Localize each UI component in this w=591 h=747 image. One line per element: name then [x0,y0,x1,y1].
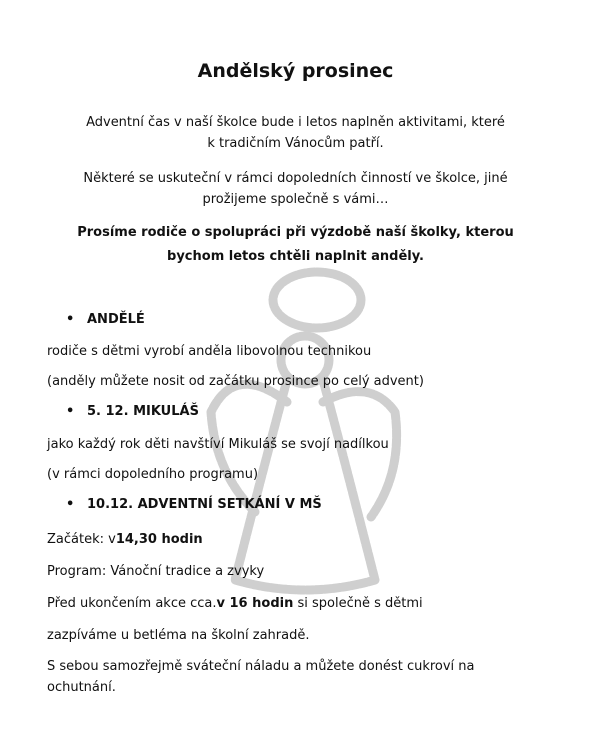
intro-line-4: prožijeme společně s vámi… [202,192,389,207]
meeting-start-time: 14,30 hodin [115,532,203,547]
meeting-before-prefix: Před ukončením akce cca. [47,596,217,611]
meeting-before-suffix: si společně s dětmi [293,596,423,611]
page-title: Andělský prosinec [197,60,394,82]
angels-line-2: (anděly můžete nosit od začátku prosince po celý advent) [47,374,424,389]
angels-line-1: rodiče s dětmi vyrobí anděla libovolnou technikou [47,344,372,359]
section-heading-meeting [66,497,322,512]
section-heading-text: 10.12. ADVENTNÍ SETKÁNÍ V MŠ [87,497,322,512]
section-heading-mikulas [66,404,199,419]
mikulas-line-2: (v rámci dopoledního programu) [47,467,259,482]
intro-line-3: Některé se uskuteční v rámci dopoledních činností ve školce, jiné [83,171,508,186]
section-heading-text: ANDĚLÉ [87,312,145,327]
meeting-start-label: Začátek: v [47,532,116,547]
intro-line-2: k tradičním Vánocům patří. [207,136,384,151]
meeting-before-end [47,594,423,613]
section-heading-angels [66,312,145,327]
meeting-closing: S sebou samozřejmě sváteční náladu a můžete donést cukroví na ochutnání. [47,659,475,695]
bullet-icon: • [66,312,75,327]
meeting-before-time: v 16 hodin [216,596,294,611]
mikulas-line-1: jako každý rok děti navštíví Mikuláš se svojí nadílkou [47,437,389,452]
meeting-program: Program: Vánoční tradice a zvyky [47,564,265,579]
bullet-icon: • [66,497,75,512]
intro-line-1: Adventní čas v naší školce bude i letos naplněn aktivitami, které [86,115,505,130]
appeal-line-2: bychom letos chtěli naplnit anděly. [167,249,424,264]
section-heading-text: 5. 12. MIKULÁŠ [87,404,199,419]
meeting-start [47,530,203,549]
appeal-line-1: Prosíme rodiče o spolupráci při výzdobě naší školky, kterou [77,225,514,240]
bullet-icon: • [66,404,75,419]
meeting-sing: zazpíváme u betléma na školní zahradě. [47,628,310,643]
